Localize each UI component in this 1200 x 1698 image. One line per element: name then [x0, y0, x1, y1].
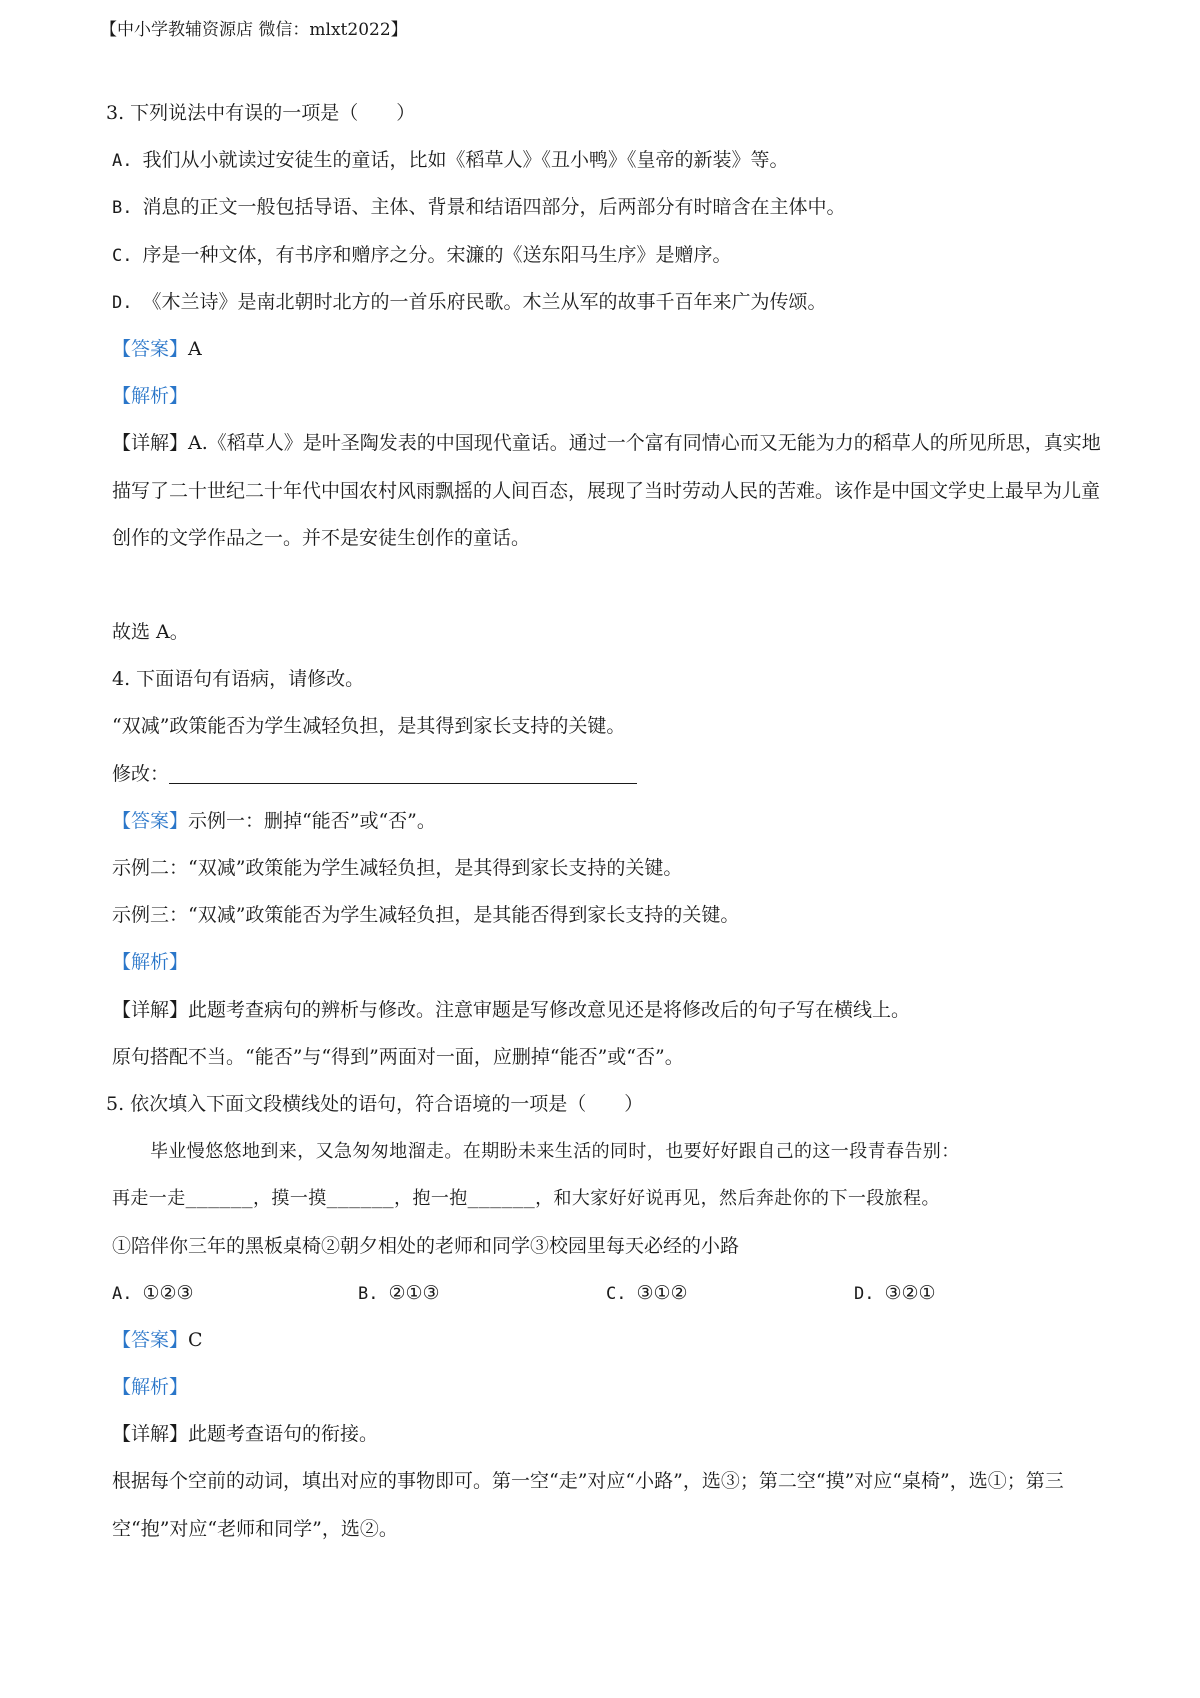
answer-value: A [188, 337, 202, 360]
q3-stem-post: 的一项是（ ） [263, 102, 416, 124]
q5-passage-line-2: 再走一走______，摸一摸______，抱一抱______，和大家好好说再见，然后奔赴你的下一段旅程。 [112, 1188, 940, 1210]
q4-answer-line-2: 示例二：“双减”政策能为学生减轻负担，是其得到家长支持的关键。 [112, 857, 683, 880]
analysis-label: 【解析】 [112, 385, 189, 408]
q5-emphasis-char-1: 符 [415, 1081, 434, 1128]
q5-option-d [854, 1270, 936, 1318]
q4-answer [112, 798, 1102, 845]
q4-stem: 4. 下面语句有语病，请修改。 [112, 668, 365, 691]
q5-analysis [112, 1364, 1102, 1411]
q4-revise-row [112, 751, 1102, 798]
q3-option-b [112, 184, 1102, 231]
revise-answer-blank[interactable] [169, 759, 637, 784]
q3-option-d [112, 279, 1102, 326]
q5-answer [112, 1317, 1102, 1364]
option-letter: A. [112, 151, 133, 172]
q3-emphasis-char-1: 有 [225, 90, 244, 137]
q3-option-c [112, 232, 1102, 279]
analysis-label: 【解析】 [112, 1376, 189, 1399]
q3-emphasis-char-2: 误 [244, 90, 263, 137]
option-text: 《木兰诗》是南北朝时北方的一首乐府民歌。木兰从军的故事千百年来广为传颂。 [142, 290, 827, 313]
detail-text: A.《稻草人》是叶圣陶发表的中国现代童话。通过一个富有同情心而又无能为力的稻草人的所见所思，真实地描写了二十世纪二十年代中国农村风雨飘摇的人间百态，展现了当时劳动人民的苦难。该作是中国文学史上最早为儿童创作的文学作品之一。并不是安徒生创作的童话。 [112, 432, 1101, 549]
q5-detail [112, 1411, 1102, 1458]
q5-stem [106, 1081, 1102, 1128]
q4-detail [112, 987, 1102, 1034]
option-letter: C. [606, 1283, 627, 1304]
q3-stem [106, 90, 1102, 137]
detail-label: 【详解】 [112, 998, 189, 1021]
q4-detail-2: 原句搭配不当。“能否”与“得到”两面对一面，应删掉“能否”或“否”。 [112, 1045, 684, 1068]
revise-label: 修改： [112, 762, 170, 785]
q3-conclusion: 故选 A。 [112, 621, 189, 644]
option-letter: B. [358, 1283, 379, 1304]
q4-answer-line-3: 示例三：“双减”政策能否为学生减轻负担，是其能否得到家长支持的关键。 [112, 904, 740, 927]
option-letter: B. [112, 198, 133, 219]
passage-text-1: 毕业慢悠悠地到来，又急匆匆地溜走。在期盼未来生活的同时，也要好好跟自己的这一段青春告别： [150, 1141, 960, 1163]
analysis-label: 【解析】 [112, 951, 189, 974]
q5-emphasis-char-2: 合 [434, 1081, 453, 1128]
document-content [106, 90, 1102, 1553]
answer-line-1: 示例一：删掉“能否”或“否”。 [188, 809, 436, 832]
option-text: ①②③ [142, 1281, 194, 1304]
q5-passage [112, 1128, 1112, 1222]
option-text: ③①② [636, 1281, 688, 1304]
q3-option-a [112, 137, 1102, 184]
page-header: 【中小学教辅资源店 微信：mlxt2022】 [100, 20, 408, 40]
answer-label: 【答案】 [112, 337, 189, 360]
q5-items: ①陪伴你三年的黑板桌椅②朝夕相处的老师和同学③校园里每天必经的小路 [112, 1234, 740, 1257]
q5-option-a [112, 1270, 194, 1318]
option-text: 消息的正文一般包括导语、主体、背景和结语四部分，后两部分有时暗含在主体中。 [142, 196, 846, 219]
detail-text: 此题考查语句的衔接。 [188, 1423, 379, 1446]
q3-analysis [112, 373, 1102, 420]
q3-answer [112, 326, 1102, 373]
q5-options [112, 1270, 1102, 1317]
answer-value: C [188, 1328, 203, 1351]
detail-label: 【详解】 [112, 1423, 189, 1446]
option-text: ③②① [884, 1281, 936, 1304]
option-letter: A. [112, 1283, 133, 1304]
option-text: 我们从小就读过安徒生的童话，比如《稻草人》《丑小鸭》《皇帝的新装》等。 [142, 149, 789, 172]
detail-text: 此题考查病句的辨析与修改。注意审题是写修改意见还是将修改后的句子写在横线上。 [188, 998, 911, 1021]
option-letter: C. [112, 245, 133, 266]
option-letter: D. [854, 1283, 875, 1304]
q4-analysis [112, 939, 1102, 986]
q3-stem-pre: 3. 下列说法中 [106, 102, 226, 124]
q5-detail-2: 根据每个空前的动词，填出对应的事物即可。第一空“走”对应“小路”，选③；第二空“摸”对应“桌椅”，选①；第三空“抱”对应“老师和同学”，选②。 [112, 1470, 1064, 1540]
q3-detail [112, 420, 1102, 562]
option-text: 序是一种文体，有书序和赠序之分。宋濂的《送东阳马生序》是赠序。 [142, 243, 732, 266]
q5-option-c [606, 1270, 688, 1318]
answer-label: 【答案】 [112, 809, 189, 832]
option-letter: D. [112, 292, 133, 313]
blank-gap [112, 562, 1102, 609]
q5-passage-line-1 [112, 1128, 1112, 1175]
q5-stem-post: 语境的一项是（ ） [453, 1092, 644, 1115]
q5-option-b [358, 1270, 440, 1318]
detail-label: 【详解】 [112, 432, 189, 455]
q5-stem-pre: 5. 依次填入下面文段横线处的语句， [106, 1092, 416, 1115]
option-text: ②①③ [388, 1281, 440, 1304]
q4-sentence: “双减”政策能否为学生减轻负担，是其得到家长支持的关键。 [112, 715, 626, 738]
answer-label: 【答案】 [112, 1328, 189, 1351]
